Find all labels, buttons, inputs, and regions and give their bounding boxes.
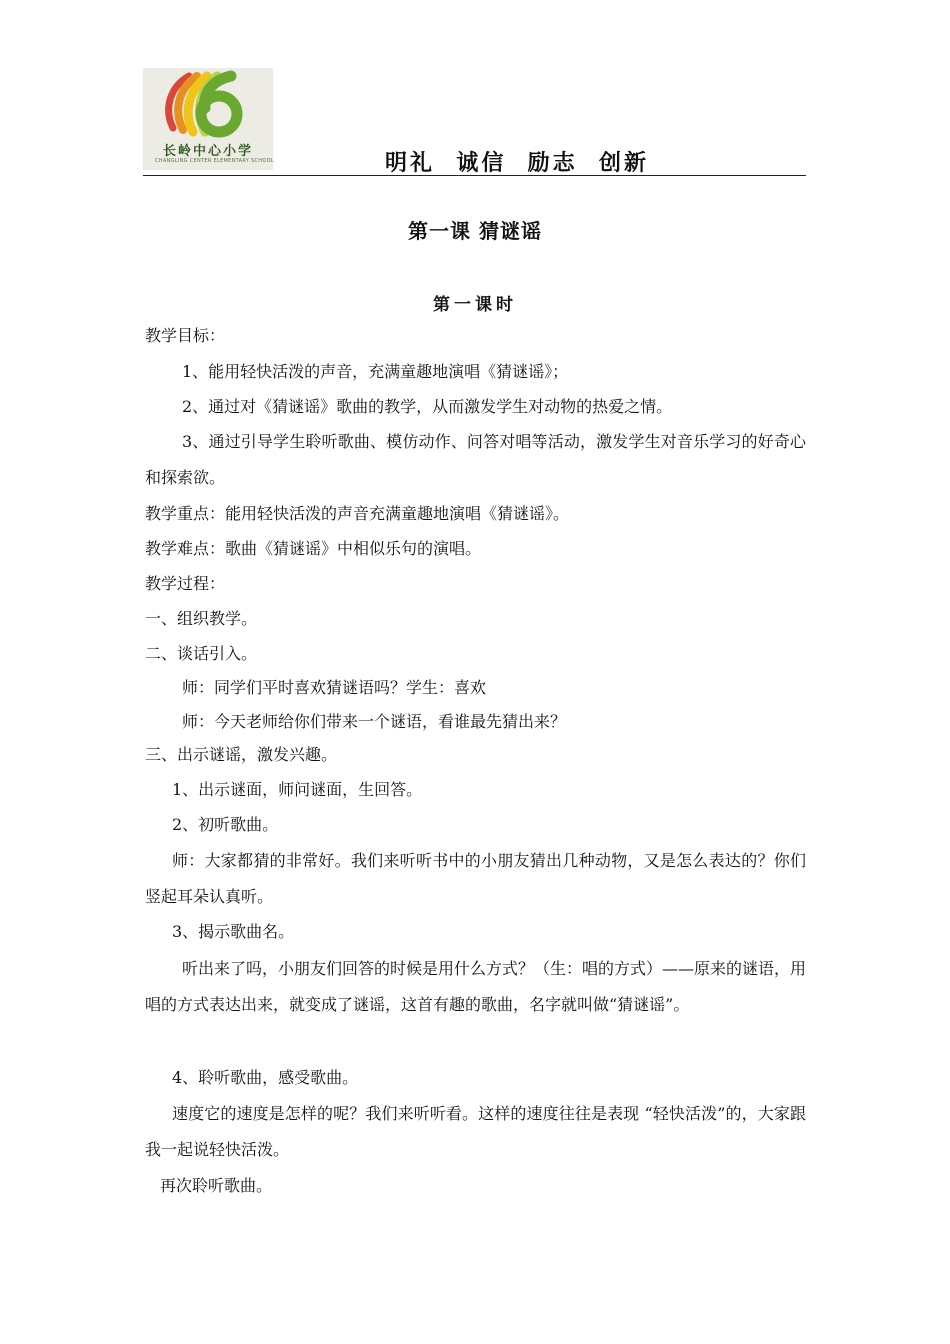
sub-step-3: 3、揭示歌曲名。 (172, 922, 295, 941)
difficulty: 教学难点：歌曲《猜谜谣》中相似乐句的演唱。 (145, 539, 482, 558)
objective-item-2: 2、通过对《猜谜谣》歌曲的教学，从而激发学生对动物的热爱之情。 (182, 397, 673, 416)
school-name: 长岭中心小学 (163, 144, 254, 159)
objective-item-1: 1、能用轻快活泼的声音，充满童趣地演唱《猜谜谣》； (182, 362, 569, 381)
header-divider (143, 175, 806, 176)
lesson-period: 第一课时 (433, 295, 517, 315)
key-point: 教学重点：能用轻快活泼的声音充满童趣地演唱《猜谜谣》。 (145, 504, 570, 523)
process-heading: 教学过程： (145, 574, 226, 593)
school-motto: 明礼 诚信 励志 创新 (385, 150, 649, 176)
lesson-title: 第一课 猜谜谣 (408, 219, 542, 243)
reveal-paragraph: 听出来了吗，小朋友们回答的时候是用什么方式？（生：唱的方式）——原来的谜语，用唱的方式表达出来，就变成了谜谣，这首有趣的歌曲，名字就叫做“猜谜谣”。 (145, 959, 807, 1014)
step-1: 一、组织教学。 (145, 609, 258, 628)
school-logo (143, 68, 273, 170)
dialog-line-2: 师：今天老师给你们带来一个谜语，看谁最先猜出来？ (182, 712, 567, 731)
teacher-paragraph: 师：大家都猜的非常好。我们来听听书中的小朋友猜出几种动物，又是怎么表达的？你们竖起耳朵认真听。 (145, 851, 806, 906)
speed-paragraph: 速度它的速度是怎样的呢？我们来听听看。这样的速度往往是表现 “轻快活泼”的，大家跟我一起说轻快活泼。 (145, 1104, 806, 1159)
sub-step-1: 1、出示谜面，师问谜面，生回答。 (172, 780, 423, 799)
objectives-heading: 教学目标： (145, 326, 226, 345)
step-3: 三、出示谜谣，激发兴趣。 (145, 745, 338, 764)
dialog-line-1: 师：同学们平时喜欢猜谜语吗？学生：喜欢 (182, 678, 487, 697)
relisten-line: 再次聆听歌曲。 (160, 1176, 273, 1195)
school-name-english: CHANGLING CENTER ELEMENTARY SCHOOL (155, 158, 274, 164)
sub-step-4: 4、聆听歌曲，感受歌曲。 (172, 1068, 359, 1087)
step-2: 二、谈话引入。 (145, 644, 258, 663)
objective-item-3: 3、通过引导学生聆听歌曲、模仿动作、问答对唱等活动，激发学生对音乐学习的好奇心和探索欲。 (145, 432, 806, 487)
sub-step-2: 2、初听歌曲。 (172, 815, 279, 834)
